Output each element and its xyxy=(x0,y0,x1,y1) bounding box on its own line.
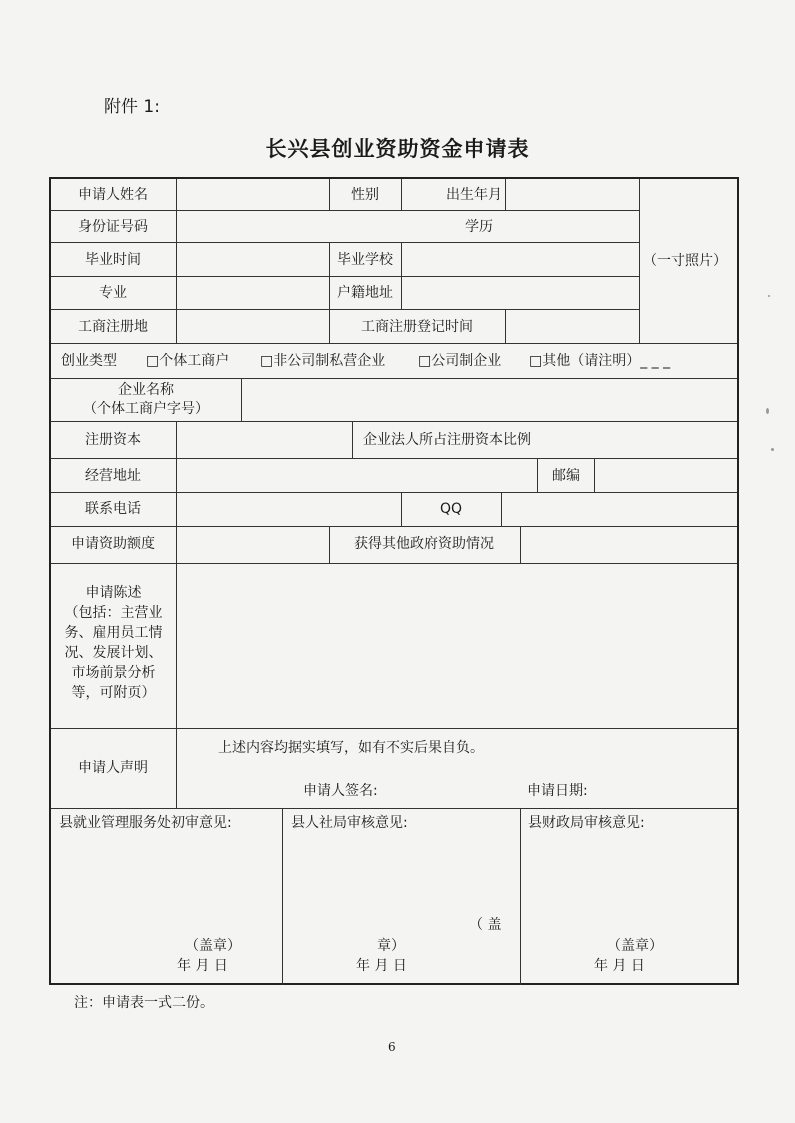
page-number: 6 xyxy=(388,1040,396,1054)
registered-capital-label: 注册资本 xyxy=(85,432,141,448)
application-form-table xyxy=(49,177,739,985)
qq-label: QQ xyxy=(439,501,463,517)
subsidy-amount-label: 申请资助额度 xyxy=(71,536,155,552)
statement-label: 申请陈述 （包括：主营业 务、雇用员工情 况、发展计划、 市场前景分析 等，可附页） xyxy=(64,585,163,701)
school-label: 毕业学校 xyxy=(337,252,393,268)
seal-employment-office: （盖章） xyxy=(185,938,241,954)
option-private-enterprise[interactable]: □非公司制私营企业 xyxy=(260,353,386,369)
apply-date-label: 申请日期: xyxy=(527,783,588,799)
id-number-label: 身份证号码 xyxy=(78,219,148,235)
declaration-label: 申请人声明 xyxy=(78,760,148,776)
household-address-label: 户籍地址 xyxy=(337,285,393,301)
declaration-text: 上述内容均据实填写，如有不实后果自负。 xyxy=(218,740,484,756)
business-reg-place-label: 工商注册地 xyxy=(78,319,148,335)
major-label: 专业 xyxy=(99,285,127,301)
business-reg-time-label: 工商注册登记时间 xyxy=(361,319,473,335)
capital-ratio-label: 企业法人所占注册资本比例 xyxy=(363,432,531,448)
option-individual-business[interactable]: □个体工商户 xyxy=(146,353,230,369)
seal-hr-bureau-part1: （ 盖 xyxy=(469,917,502,933)
postcode-label: 邮编 xyxy=(552,468,580,484)
hr-bureau-review-label: 县人社局审核意见: xyxy=(291,815,408,831)
seal-finance-bureau: （盖章） xyxy=(607,938,663,954)
form-title: 长兴县创业资助资金申请表 xyxy=(265,137,530,161)
scan-speck xyxy=(771,448,774,451)
scan-speck xyxy=(768,295,770,297)
other-gov-funding-label: 获得其他政府资助情况 xyxy=(354,536,494,552)
company-name-label: 企业名称 xyxy=(118,382,174,398)
finance-bureau-review-label: 县财政局审核意见: xyxy=(528,815,645,831)
date-finance-bureau: 年 月 日 xyxy=(594,958,645,974)
company-name-sublabel: （个体工商户字号） xyxy=(83,401,209,417)
date-employment-office: 年 月 日 xyxy=(177,958,228,974)
applicant-signature-label: 申请人签名: xyxy=(303,783,378,799)
seal-hr-bureau-part2: 章） xyxy=(377,938,405,954)
birth-month-label: 出生年月 xyxy=(446,187,502,203)
applicant-name-label: 申请人姓名 xyxy=(78,187,148,203)
education-label: 学历 xyxy=(465,219,493,235)
graduation-time-label: 毕业时间 xyxy=(85,252,141,268)
business-address-label: 经营地址 xyxy=(85,468,141,484)
photo-placeholder: （一寸照片） xyxy=(643,253,727,269)
gender-label: 性别 xyxy=(351,187,379,203)
employment-office-review-label: 县就业管理服务处初审意见: xyxy=(59,815,232,831)
phone-label: 联系电话 xyxy=(85,501,141,517)
footnote: 注：申请表一式二份。 xyxy=(74,995,214,1011)
attachment-label: 附件 1: xyxy=(104,97,160,117)
option-other[interactable]: □其他（请注明）_ _ _ xyxy=(529,353,671,369)
startup-type-label: 创业类型 xyxy=(61,353,117,369)
option-company-enterprise[interactable]: □公司制企业 xyxy=(418,353,502,369)
scan-speck xyxy=(766,408,769,414)
date-hr-bureau: 年 月 日 xyxy=(356,958,407,974)
